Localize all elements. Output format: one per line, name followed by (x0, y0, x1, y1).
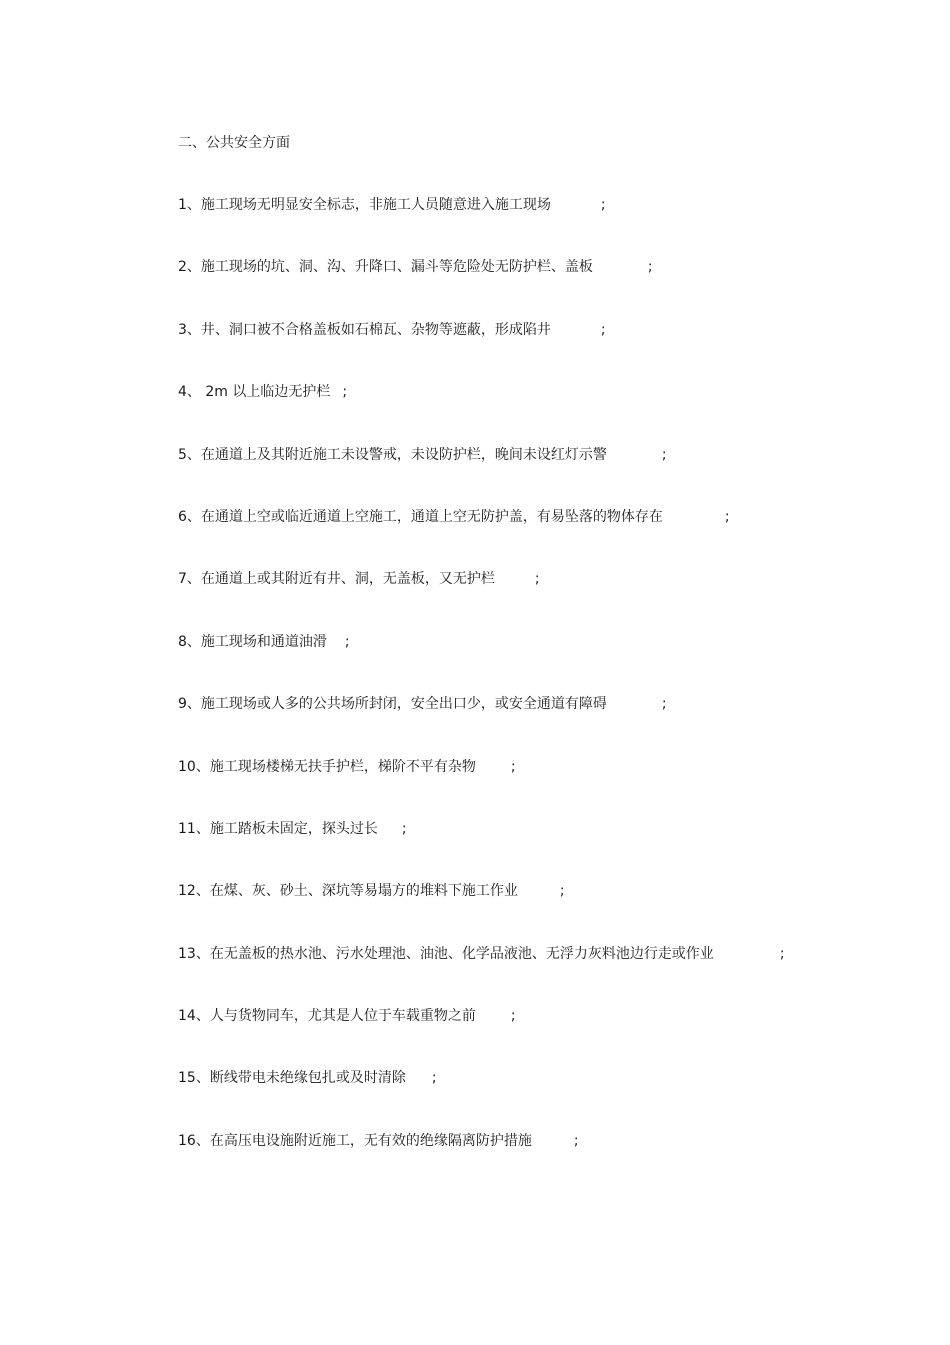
item-semicolon: ; (559, 883, 565, 900)
list-item (178, 507, 785, 569)
list-item (178, 1131, 785, 1193)
item-semicolon: ; (779, 945, 785, 962)
section-heading: 二、公共安全方面 (178, 135, 290, 151)
item-semicolon: ; (724, 508, 730, 525)
item-semicolon: ; (534, 571, 540, 588)
item-text: 5、在通道上及其附近施工未设警戒，未设防护栏，晚间未设红灯示警 (178, 446, 607, 463)
item-text: 8、施工现场和通道油滑 (178, 633, 327, 650)
list-item (178, 819, 785, 881)
list-item (178, 382, 785, 444)
item-semicolon: ; (342, 384, 348, 401)
list-item (178, 694, 785, 756)
list-item (178, 944, 785, 1006)
list-item (178, 881, 785, 943)
item-text: 10、施工现场楼梯无扶手护栏，梯阶不平有杂物 (178, 758, 476, 775)
item-semicolon: ; (344, 633, 350, 650)
item-text: 15、断线带电未绝缘包扎或及时清除 (178, 1070, 406, 1087)
list-item (178, 1006, 785, 1068)
item-text: 7、在通道上或其附近有井、洞，无盖板，又无护栏 (178, 571, 495, 588)
item-text: 11、施工踏板未固定，探头过长 (178, 820, 378, 837)
item-semicolon: ; (600, 197, 606, 213)
list-item (178, 757, 785, 819)
item-text: 14、人与货物同车，尤其是人位于车载重物之前 (178, 1008, 476, 1025)
item-text: 6、在通道上空或临近通道上空施工，通道上空无防护盖，有易坠落的物体存在 (178, 508, 663, 525)
list-item (178, 320, 785, 382)
item-text: 1、施工现场无明显安全标志，非施工人员随意进入施工现场 (178, 197, 551, 213)
list-item (178, 195, 785, 257)
item-text: 13、在无盖板的热水池、污水处理池、油池、化学品液池、无浮力灰料池边行走或作业 (178, 945, 714, 962)
item-text: 9、施工现场或人多的公共场所封闭，安全出口少，或安全通道有障碍 (178, 696, 607, 713)
list-item (178, 445, 785, 507)
item-text: 3、井、洞口被不合格盖板如石棉瓦、杂物等遮蔽，形成陷井 (178, 321, 551, 338)
item-text: 16、在高压电设施附近施工，无有效的绝缘隔离防护措施 (178, 1132, 532, 1149)
item-semicolon: ; (647, 259, 653, 276)
item-semicolon: ; (510, 1008, 516, 1025)
item-semicolon: ; (600, 321, 606, 338)
item-semicolon: ; (573, 1132, 579, 1149)
list-item (178, 632, 785, 694)
item-semicolon: ; (401, 820, 407, 837)
list-item (178, 569, 785, 631)
item-semicolon: ; (661, 696, 667, 713)
item-text: 12、在煤、灰、砂土、深坑等易塌方的堆料下施工作业 (178, 883, 518, 900)
item-semicolon: ; (510, 758, 516, 775)
item-semicolon: ; (431, 1070, 437, 1087)
list-item (178, 1068, 785, 1130)
item-text: 2、施工现场的坑、洞、沟、升降口、漏斗等危险处无防护栏、盖板 (178, 259, 593, 276)
item-semicolon: ; (661, 446, 667, 463)
hazard-list (178, 195, 785, 1193)
list-item (178, 257, 785, 319)
item-text: 4、 2m 以上临边无护栏 (178, 384, 331, 401)
